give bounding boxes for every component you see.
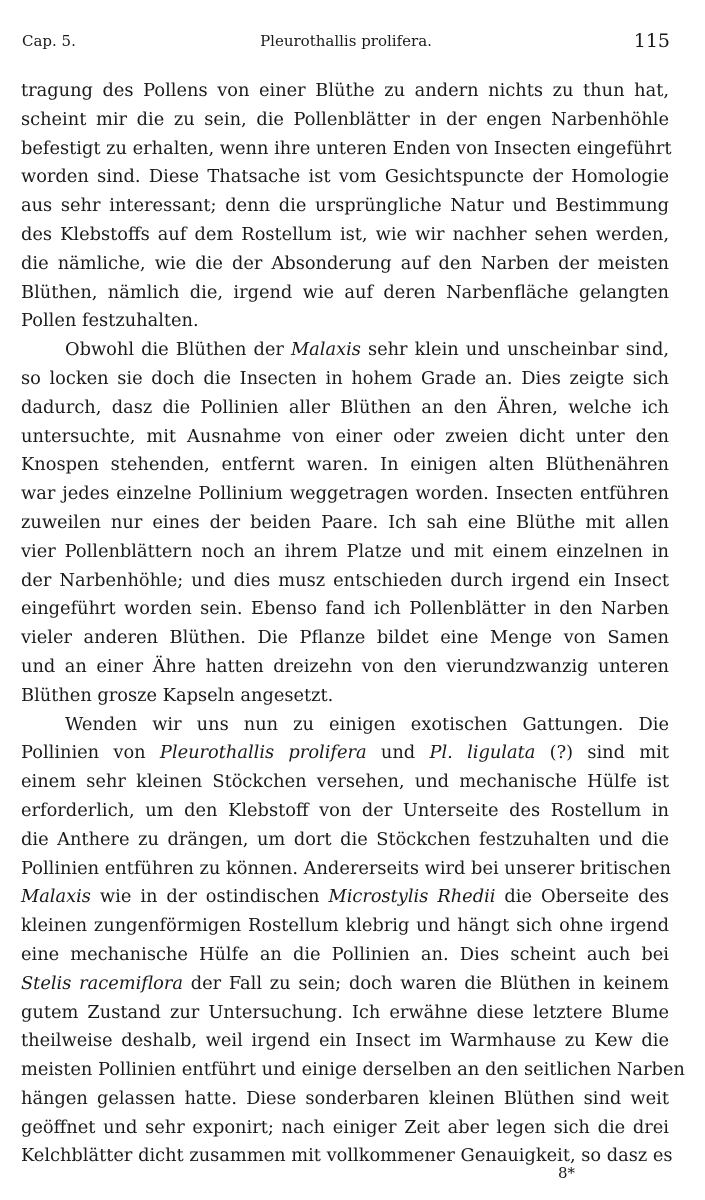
text-segment: hängen gelassen hatte. Diese sonderbaren kleinen Blüthen sind weit [21,1087,669,1109]
text-line [21,855,669,884]
text-segment: vieler anderen Blüthen. Die Pflanze bildet eine Menge von Samen [21,627,669,649]
text-segment: die nämliche, wie die der Absonderung auf den Narben der meisten [21,252,669,274]
text-line [21,624,669,653]
text-segment: der Narbenhöhle; und dies musz entschieden durch irgend ein Insect [21,569,669,591]
text-line [21,682,669,711]
body-text [21,77,685,1171]
text-line [21,307,669,336]
text-segment: vier Pollenblättern noch an ihrem Platze und mit einem einzelnen in [21,540,669,562]
text-segment: Pollinien von [21,742,160,764]
text-segment: Pollinien entführen zu können. Andererseits wird bei unserer britischen [21,857,671,879]
text-segment: Knospen stehenden, entfernt waren. In einigen alten Blüthenähren [21,454,669,476]
text-segment: Wenden wir uns nun zu einigen exotischen Gattungen. Die [65,713,669,735]
text-segment: gutem Zustand zur Untersuchung. Ich erwähne diese letztere Blume [21,1001,669,1023]
text-segment: worden sind. Diese Thatsache ist vom Gesichtspuncte der Homologie [21,166,669,188]
text-line [21,1085,669,1114]
text-segment: sehr klein und unscheinbar sind, [360,339,669,361]
text-line [21,365,669,394]
text-segment: tragung des Pollens von einer Blüthe zu andern nichts zu thun hat, [21,80,669,101]
text-segment: und an einer Ähre hatten dreizehn von den vierundzwanzig unteren [21,655,669,677]
running-title: Pleurothallis prolifera. [260,32,432,50]
text-segment: befestigt zu erhalten, wenn ihre unteren Enden von Insecten eingeführt [21,137,672,159]
text-line [21,250,669,279]
text-line [21,77,669,106]
text-segment: zuweilen nur eines der beiden Paare. Ich sah eine Blüthe mit allen [21,511,669,533]
italic-taxon-name: Pl. ligulata [429,742,536,764]
text-segment: so locken sie doch die Insecten in hohem Grade an. Dies zeigte sich [21,367,669,389]
text-segment: kleinen zungenförmigen Rostellum klebrig und hängt sich ohne irgend [21,915,669,937]
text-line [21,826,669,855]
text-segment: der Fall zu sein; doch waren die Blüthen in keinem [182,972,669,994]
text-segment: die Anthere zu drängen, um dort die Stöckchen festzuhalten und die [21,828,669,850]
text-segment: theilweise deshalb, weil irgend ein Insect im Warmhause zu Kew die [21,1030,669,1052]
text-line [21,480,669,509]
text-line [21,135,672,164]
text-line [21,912,669,941]
text-line [21,106,669,135]
text-line [21,394,669,423]
text-line [21,538,669,567]
text-segment: Blüthen grosze Kapseln angesetzt. [21,684,334,706]
text-segment: untersuchte, mit Ausnahme von einer oder zweien dicht unter den [21,425,669,447]
text-segment: eine mechanische Hülfe an die Pollinien an. Dies scheint auch bei [21,943,669,965]
text-segment: war jedes einzelne Pollinium weggetragen worden. Insecten entführen [21,483,669,505]
text-line [21,739,669,768]
text-line [21,941,669,970]
text-line [21,711,669,740]
text-segment: einem sehr kleinen Stöckchen versehen, und mechanische Hülfe ist [21,771,669,793]
text-line [21,567,669,596]
text-line [21,768,669,797]
text-segment: geöffnet und sehr exponirt; nach einiger Zeit aber legen sich die drei [21,1116,669,1138]
text-line [21,336,669,365]
text-line [21,797,669,826]
text-segment: scheint mir die zu sein, die Pollenblätter in der engen Narbenhöhle [21,108,669,130]
text-segment: aus sehr interessant; denn die ursprüngliche Natur und Bestimmung [21,195,669,217]
text-segment: (?) sind mit [535,742,669,764]
text-line [21,279,669,308]
text-line [21,163,669,192]
text-line [21,423,669,452]
text-segment: meisten Pollinien entführt und einige derselben an den seitlichen Narben [21,1059,685,1081]
text-line [21,192,669,221]
text-segment: erforderlich, um den Klebstoff von der Unterseite des Rostellum in [21,799,669,821]
text-line [21,1056,685,1085]
text-segment: eingeführt worden sein. Ebenso fand ich Pollenblätter in den Narben [21,598,669,620]
text-line [21,509,669,538]
text-line [21,1027,669,1056]
italic-taxon-name: Malaxis [290,339,361,361]
text-line [21,970,669,999]
running-header [22,30,670,56]
italic-taxon-name: Microstylis Rhedii [328,886,496,908]
text-segment: und [366,742,430,764]
italic-taxon-name: Stelis racemiflora [21,972,183,994]
text-segment: des Klebstoffs auf dem Rostellum ist, wie wir nachher sehen werden, [21,223,669,245]
text-segment: Pollen festzuhalten. [21,310,199,332]
text-line [21,653,669,682]
signature-mark: 8* [558,1164,576,1182]
text-line [21,883,669,912]
text-segment: Kelchblätter dicht zusammen mit vollkommener Genauigkeit, so dasz es [21,1145,673,1167]
text-line [21,999,669,1028]
text-segment: wie in der ostindischen [90,886,329,908]
text-segment: die Oberseite des [495,886,669,908]
text-segment: Obwohl die Blüthen der [65,339,291,361]
text-segment: Blüthen, nämlich die, irgend wie auf deren Narbenfläche gelangten [21,281,669,303]
text-line [21,595,669,624]
italic-taxon-name: Malaxis [21,886,91,908]
text-line [21,1114,669,1143]
chapter-label: Cap. 5. [22,32,76,50]
text-line [21,221,669,250]
page-number: 115 [633,30,670,52]
italic-taxon-name: Pleurothallis prolifera [159,742,367,764]
text-segment: dadurch, dasz die Pollinien aller Blüthen an den Ähren, welche ich [21,396,669,418]
text-line [21,451,669,480]
